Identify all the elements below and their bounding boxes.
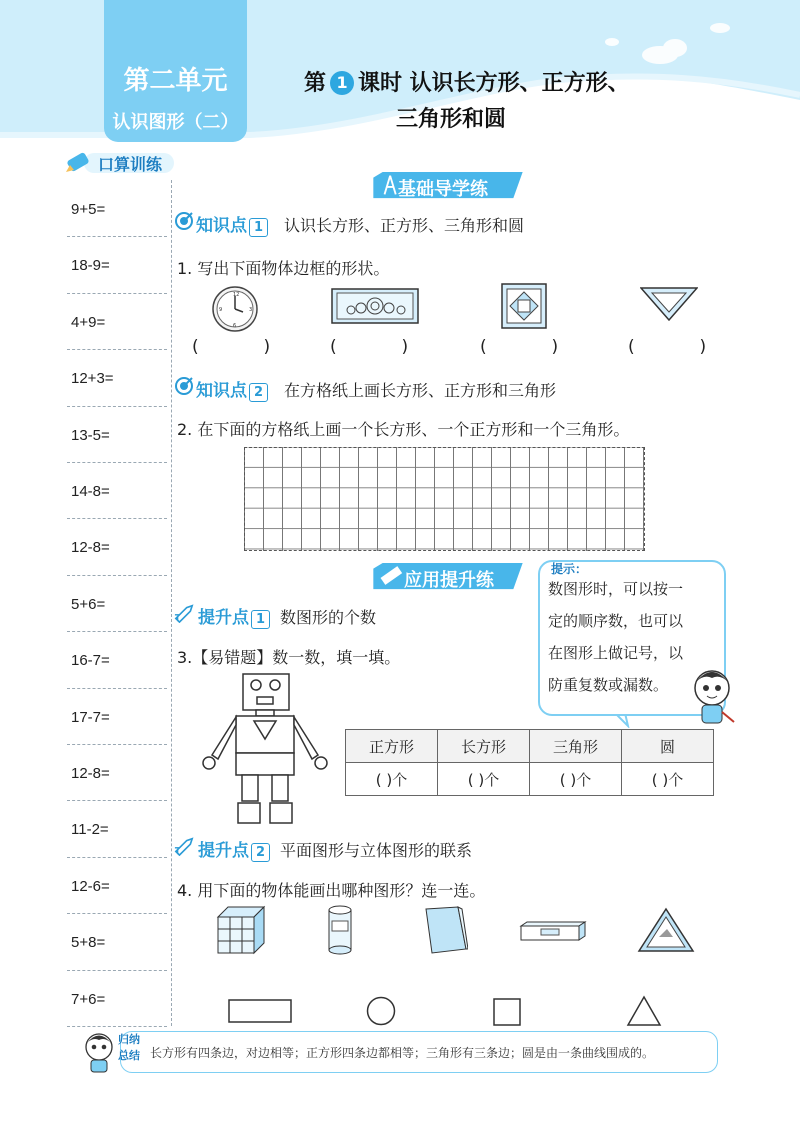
hint-line: 数图形时，可以按一	[548, 580, 684, 598]
unit-title: 第二单元	[123, 66, 228, 96]
section-banner-advanced-text: 应用提升练	[404, 570, 494, 591]
oral-calc-item[interactable]	[67, 180, 167, 237]
oral-calc-expression: 7+6=	[71, 990, 106, 1008]
header-square: 正方形	[346, 730, 438, 763]
unit-subtitle: 认识图形（二）	[112, 112, 239, 133]
clock-picture	[211, 285, 259, 333]
svg-text:6: 6	[233, 323, 237, 329]
oral-calc-expression: 9+5=	[71, 201, 106, 218]
painting-picture	[331, 288, 419, 324]
tp2-text: 平面图形与立体图形的联系	[280, 841, 473, 860]
answer-blank-4[interactable]: ( )	[628, 337, 707, 357]
lesson-prefix: 第	[304, 71, 327, 96]
oral-calc-expression: 14-8=	[71, 483, 110, 500]
lesson-number: 1	[330, 71, 354, 95]
lesson-title	[304, 66, 630, 97]
kp2-text: 在方格纸上画长方形、正方形和三角形	[284, 381, 557, 400]
svg-text:9: 9	[219, 307, 223, 313]
oral-calc-expression: 12-8=	[71, 765, 110, 782]
square-tile-picture	[501, 283, 547, 329]
count-triangle-cell[interactable]: ( )个	[530, 763, 622, 796]
header-triangle: 三角形	[530, 730, 622, 763]
question-3: 3.【易错题】数一数，填一填。	[177, 648, 401, 667]
oral-calc-item[interactable]	[67, 800, 167, 857]
box-picture	[519, 920, 587, 942]
svg-text:3: 3	[249, 307, 253, 313]
oral-calc-item[interactable]	[67, 349, 167, 406]
lesson-title-text: 课时 认识长方形、正方形、	[358, 71, 630, 96]
header-circle: 圆	[622, 730, 714, 763]
oral-calc-item[interactable]	[67, 970, 167, 1027]
oral-calc-expression: 17-7=	[71, 708, 110, 726]
tp2-label	[198, 836, 270, 862]
rocket-icon	[174, 603, 194, 623]
kp1-text: 认识长方形、正方形、三角形和圆	[284, 216, 525, 235]
oral-calc-expression: 5+8=	[71, 934, 106, 952]
oral-calc-item[interactable]	[67, 406, 167, 463]
target-icon	[174, 211, 194, 231]
answer-blank-2[interactable]: ( )	[330, 337, 409, 357]
book-picture	[424, 905, 468, 955]
oral-calc-item[interactable]	[67, 857, 167, 914]
rectangle-shape[interactable]	[228, 999, 292, 1023]
header-rectangle: 长方形	[438, 730, 530, 763]
cartoon-boy-icon	[690, 668, 736, 728]
rocket-icon	[174, 836, 194, 856]
circle-shape[interactable]	[366, 996, 396, 1026]
oral-calc-expression: 12+3=	[71, 370, 114, 388]
oral-calc-list	[67, 180, 172, 1026]
count-circle-cell[interactable]: ( )个	[622, 763, 714, 796]
kp2-label-text: 知识点	[196, 381, 247, 401]
oral-calc-item[interactable]	[67, 518, 167, 575]
oral-calc-item[interactable]	[67, 913, 167, 970]
oral-calc-expression: 16-7=	[71, 652, 110, 670]
kp2-label	[196, 376, 268, 402]
answer-blank-1[interactable]: ( )	[192, 337, 271, 357]
kp1-label-text: 知识点	[196, 216, 247, 236]
oral-calc-item[interactable]	[67, 236, 167, 293]
kp2-number: 2	[249, 383, 268, 402]
count-rectangle-cell[interactable]: ( )个	[438, 763, 530, 796]
oral-calc-item[interactable]	[67, 462, 167, 519]
grid-paper[interactable]	[244, 447, 645, 551]
square-shape[interactable]	[493, 998, 521, 1026]
can-picture	[327, 905, 353, 955]
oral-calc-item[interactable]	[67, 744, 167, 801]
svg-text:12: 12	[233, 292, 240, 298]
tp1-label-text: 提升点	[198, 608, 249, 628]
oral-calc-expression: 11-2=	[71, 821, 109, 839]
question-1: 1. 写出下面物体边框的形状。	[177, 259, 390, 278]
triangle-sign-picture	[637, 907, 695, 953]
count-square-cell[interactable]: ( )个	[346, 763, 438, 796]
answer-blank-3[interactable]: ( )	[480, 337, 559, 357]
oral-calc-item[interactable]	[67, 575, 167, 632]
tp1-label	[198, 603, 270, 629]
triangle-shape[interactable]	[626, 995, 662, 1027]
tp2-number: 2	[251, 843, 270, 862]
hint-line: 定的顺序数，也可以	[548, 612, 684, 630]
tp1-text: 数图形的个数	[280, 608, 377, 627]
oral-calc-expression: 12-8=	[71, 539, 110, 557]
shape-count-table	[345, 729, 714, 796]
oral-calc-expression: 13-5=	[71, 426, 110, 444]
cartoon-boy-icon	[82, 1032, 116, 1074]
summary-text: 长方形有四条边，对边相等；正方形四条边都相等；三角形有三条边；圆是由一条曲线围成的。	[150, 1046, 655, 1060]
hint-title: 提示：	[551, 562, 588, 576]
kp1-number: 1	[249, 218, 268, 237]
lesson-title-line2: 三角形和圆	[396, 107, 507, 132]
oral-calc-item[interactable]	[67, 293, 167, 350]
hint-line: 防重复数或漏数。	[548, 676, 669, 694]
oral-calc-item[interactable]	[67, 631, 167, 688]
question-2: 2. 在下面的方格纸上画一个长方形、一个正方形和一个三角形。	[177, 420, 630, 439]
section-banner-basic-text: 基础导学练	[398, 179, 488, 200]
daily-practice-label: 口算训练	[98, 155, 163, 174]
question-4: 4. 用下面的物体能画出哪种图形？连一连。	[177, 881, 486, 900]
robot-figure	[198, 673, 334, 825]
set-square-picture	[640, 287, 698, 321]
oral-calc-expression: 5+6=	[71, 595, 106, 613]
oral-calc-expression: 4+9=	[71, 313, 106, 331]
oral-calc-expression: 12-6=	[71, 877, 110, 895]
hint-line: 在图形上做记号，以	[548, 644, 684, 662]
cube-picture	[216, 905, 266, 955]
summary-label-bottom: 总结	[118, 1049, 140, 1062]
oral-calc-expression: 18-9=	[71, 257, 110, 275]
tp2-label-text: 提升点	[198, 841, 249, 861]
target-icon	[174, 376, 194, 396]
kp1-label	[196, 211, 268, 237]
summary-label-top: 归纳	[118, 1033, 140, 1046]
tp1-number: 1	[251, 610, 270, 629]
oral-calc-item[interactable]	[67, 688, 167, 745]
